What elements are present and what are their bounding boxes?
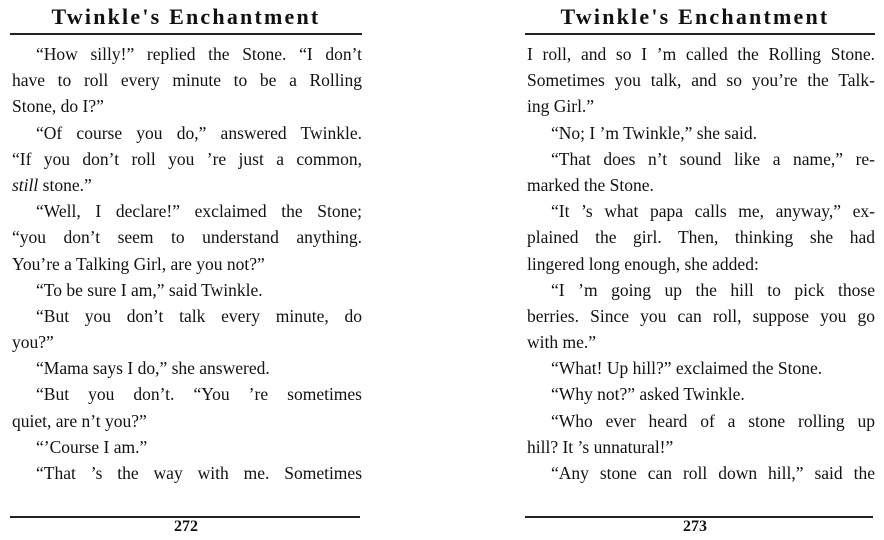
text-line — [12, 172, 362, 198]
text-line: “Any stone can roll down hill,” said the — [551, 463, 875, 483]
text-line: ing Girl.” — [527, 96, 595, 117]
text-line: “What! Up hill?” exclaimed the Stone. — [551, 358, 823, 379]
text-line: “Of course you do,” answered Twinkle. — [36, 122, 362, 143]
text-line: “It ’s what papa calls me, anyway,” ex- — [551, 201, 875, 222]
right-page — [515, 0, 875, 540]
header-rule — [525, 33, 875, 35]
text-line: “That does n’t sound like a name,” re- — [551, 148, 875, 169]
text-line: “Well, I declare!” exclaimed the Stone; — [36, 201, 362, 222]
text-line: Sometimes you talk, and so you’re the Talk- — [527, 70, 875, 91]
text-line: have to roll every minute to be a Rolling — [12, 70, 362, 91]
text-line: “That ’s the way with me. Sometimes — [36, 463, 362, 483]
text-line: “Mama says I do,” she answered. — [36, 358, 270, 379]
text-line: hill? It ’s unnatural!” — [527, 436, 674, 457]
text-line: You’re a Talking Girl, are you not?” — [12, 253, 265, 274]
text-line: “How silly!” replied the Stone. “I don’t — [36, 44, 362, 64]
text-line: marked the Stone. — [527, 174, 654, 195]
text-line: you?” — [12, 332, 54, 353]
emphasis-still: still — [12, 174, 39, 195]
text-line: with me.” — [527, 332, 597, 353]
page-number: 272 — [174, 518, 198, 535]
text-line: “you don’t seem to understand anything. — [12, 227, 362, 248]
text-line: “Who ever heard of a stone rolling up — [551, 410, 875, 431]
body-text — [525, 41, 877, 486]
text-line: “’Course I am.” — [36, 436, 148, 457]
text-line: quiet, are n’t you?” — [12, 410, 147, 431]
text-line: “No; I ’m Twinkle,” she said. — [551, 122, 757, 143]
left-page — [0, 0, 372, 540]
text-fragment: stone.” — [38, 174, 92, 195]
text-line: “If you don’t roll you ’re just a common, — [12, 148, 362, 169]
running-head: Twinkle's Enchantment — [51, 4, 321, 29]
text-line: “But you don’t talk every minute, do — [36, 305, 362, 326]
page-number: 273 — [683, 518, 707, 535]
text-line: lingered long enough, she added: — [527, 253, 759, 274]
text-line: “To be sure I am,” said Twinkle. — [36, 279, 263, 300]
text-line: “Why not?” asked Twinkle. — [551, 384, 745, 405]
text-line: Stone, do I?” — [12, 96, 104, 117]
text-line: I roll, and so I ’m called the Rolling Stone. — [527, 44, 875, 64]
running-head: Twinkle's Enchantment — [560, 4, 830, 29]
text-line: berries. Since you can roll, suppose you go — [527, 305, 875, 326]
header-rule — [10, 33, 362, 35]
body-text — [10, 41, 364, 486]
text-line: plained the girl. Then, thinking she had — [527, 227, 875, 248]
text-line: “I ’m going up the hill to pick those — [551, 279, 875, 300]
text-line: “But you don’t. “You ’re sometimes — [36, 384, 362, 405]
